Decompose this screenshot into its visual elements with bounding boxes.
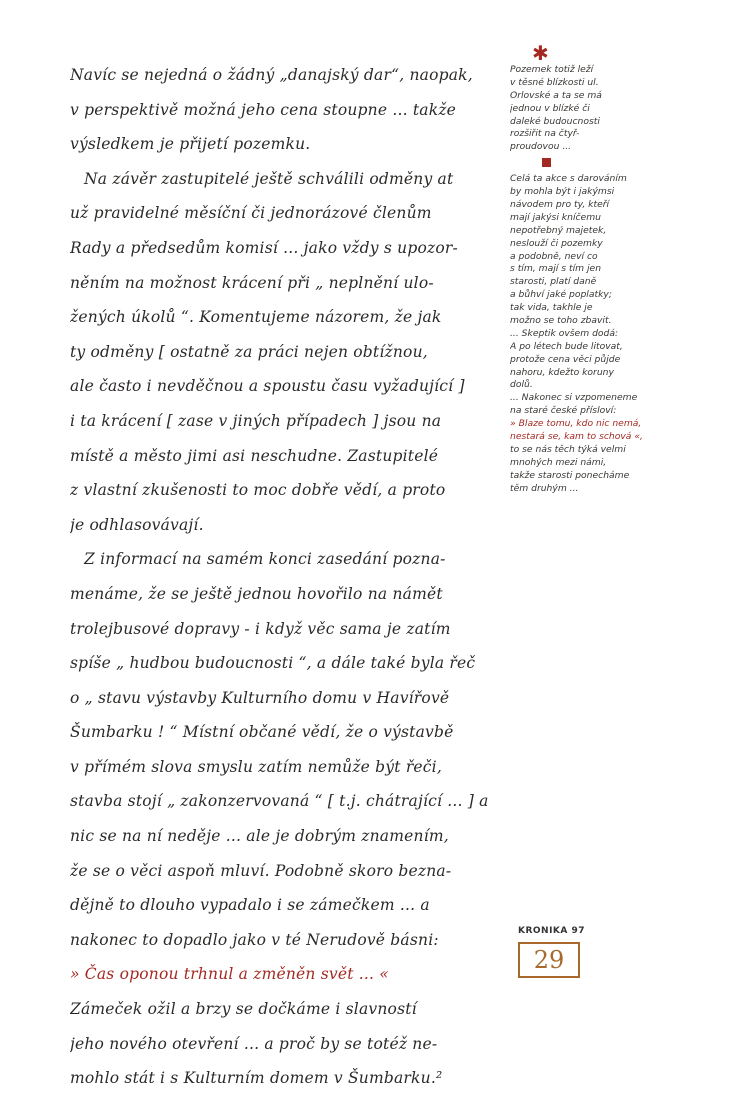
main-line: nic se na ní neděje ... ale je dobrým znamením, [70, 827, 449, 846]
margin-note-line: mají jakýsi kníčemu [510, 211, 601, 223]
proverb-line: nestará se, kam to schová «, [510, 431, 643, 443]
page-number: 29 [518, 942, 580, 978]
margin-note-line: daleké budoucnosti [510, 115, 600, 127]
main-line: místě a město jimi asi neschudne. Zastupitelé [70, 446, 439, 465]
margin-note-line: a podobně, neví co [510, 250, 598, 262]
main-line: dějně to dlouho vypadalo i se zámečkem ... a [70, 896, 430, 915]
main-line: trolejbusové dopravy - i když věc sama je zatím [70, 619, 451, 638]
margin-note-line: návodem pro ty, kteří [510, 199, 610, 211]
main-line: Rady a předsedům komisí ... jako vždy s upozor- [70, 238, 458, 257]
margin-note-line: a bůhví jaké poplatky; [510, 289, 612, 301]
main-line: spíše „ hudbou budoucnosti “, a dále také byla řeč [70, 654, 476, 673]
margin-note-line: proudovou ... [510, 141, 572, 153]
main-line: Na závěr zastupitelé ještě schválili odměny at [84, 169, 454, 188]
margin-note-line: mnohých mezi námi, [510, 456, 607, 468]
main-line: menáme, že se ještě jednou hovořilo na námět [70, 584, 443, 603]
margin-note-line: Orlovské a ta se má [510, 89, 602, 101]
main-line: ty odměny [ ostatně za práci nejen obtížnou, [70, 342, 428, 361]
main-line: už pravidelné měsíční či jednorázové členům [70, 204, 432, 223]
poem-quote-line: » Čas oponou trhnul a změněn svět ... « [70, 965, 389, 984]
chronicle-label: KRONIKA 97 [518, 926, 586, 936]
margin-note-line: starosti, platí daně [510, 276, 597, 288]
margin-note-line: nahoru, kdežto koruny [510, 366, 614, 378]
margin-note-line: takže starosti ponecháme [510, 469, 630, 481]
margin-note-line: těm druhým ... [510, 482, 579, 494]
main-line: žených úkolů “. Komentujeme názorem, že jak [70, 308, 442, 327]
main-text-column [70, 58, 502, 1096]
main-line: o „ stavu výstavby Kulturního domu v Havířově [70, 688, 450, 707]
margin-note-line: na staré české přísloví: [510, 405, 617, 417]
margin-note-line: A po létech bude litovat, [510, 340, 623, 352]
main-line: Navíc se nejedná o žádný „danajský dar“, naopak, [70, 66, 473, 84]
margin-note-line: ... Nakonec si vzpomeneme [510, 392, 638, 404]
page-footer [518, 924, 598, 978]
main-line: stavba stojí „ zakonzervovaná “ [ t.j. chátrající ... ] a [70, 792, 489, 811]
margin-note-line: by mohla být i jakýmsi [510, 186, 615, 198]
asterisk-mark-icon: ✱ [532, 41, 549, 65]
margin-note-line: jednou v blízké či [510, 102, 590, 114]
main-line: i ta krácení [ zase v jiných případech ] jsou na [70, 411, 442, 430]
main-line: ale často i nevděčnou a spoustu času vyžadující ] [70, 377, 465, 396]
main-line: Z informací na samém konci zasedání pozna- [84, 550, 446, 569]
main-line: výsledkem je přijetí pozemku. [70, 135, 311, 154]
margin-note-line: nepotřebný majetek, [510, 224, 607, 236]
main-line: něním na možnost krácení při „ neplnění ulo- [70, 273, 434, 292]
margin-note-line: ... Skeptik ovšem dodá: [510, 327, 619, 339]
main-line: Zámeček ožil a brzy se dočkáme i slavností [70, 1000, 417, 1019]
main-line: nakonec to dopadlo jako v té Nerudově básni: [70, 930, 439, 949]
margin-note-line: neslouží či pozemky [510, 237, 603, 249]
main-line: v perspektivě možná jeho cena stoupne ... takže [70, 100, 457, 119]
margin-note-line: rozšiřit na čtyř- [510, 128, 580, 140]
margin-note-line: protože cena věci půjde [510, 353, 621, 365]
margin-note-line: s tím, mají s tím jen [510, 263, 602, 275]
margin-note-line: tak vida, takhle je [510, 302, 593, 314]
margin-note-line: dolů. [510, 379, 533, 391]
margin-notes [510, 42, 672, 496]
margin-note-line: Pozemek totiž leží [510, 64, 594, 75]
margin-note-line: Celá ta akce s darováním [510, 173, 627, 185]
main-line: je odhlasovávají. [70, 515, 204, 534]
proverb-line: » Blaze tomu, kdo nic nemá, [510, 418, 642, 430]
main-line: v přímém slova smyslu zatím nemůže být řeči, [70, 757, 442, 776]
main-line: Šumbarku ! “ Místní občané vědí, že o výstavbě [70, 723, 454, 742]
margin-note-line: to se nás těch týká velmi [510, 443, 626, 455]
main-line: mohlo stát i s Kulturním domem v Šumbarku.² [70, 1069, 443, 1088]
main-line: že se o věci aspoň mluví. Podobně skoro bezna- [70, 861, 452, 880]
main-line: jeho nového otevření ... a proč by se totéž ne- [70, 1034, 438, 1053]
margin-note-line: možno se toho zbavit. [510, 315, 612, 327]
main-line: z vlastní zkušenosti to moc dobře vědí, a proto [70, 481, 446, 500]
red-square-marker-icon [542, 158, 551, 167]
margin-note-line: v těsné blízkosti ul. [510, 76, 599, 88]
